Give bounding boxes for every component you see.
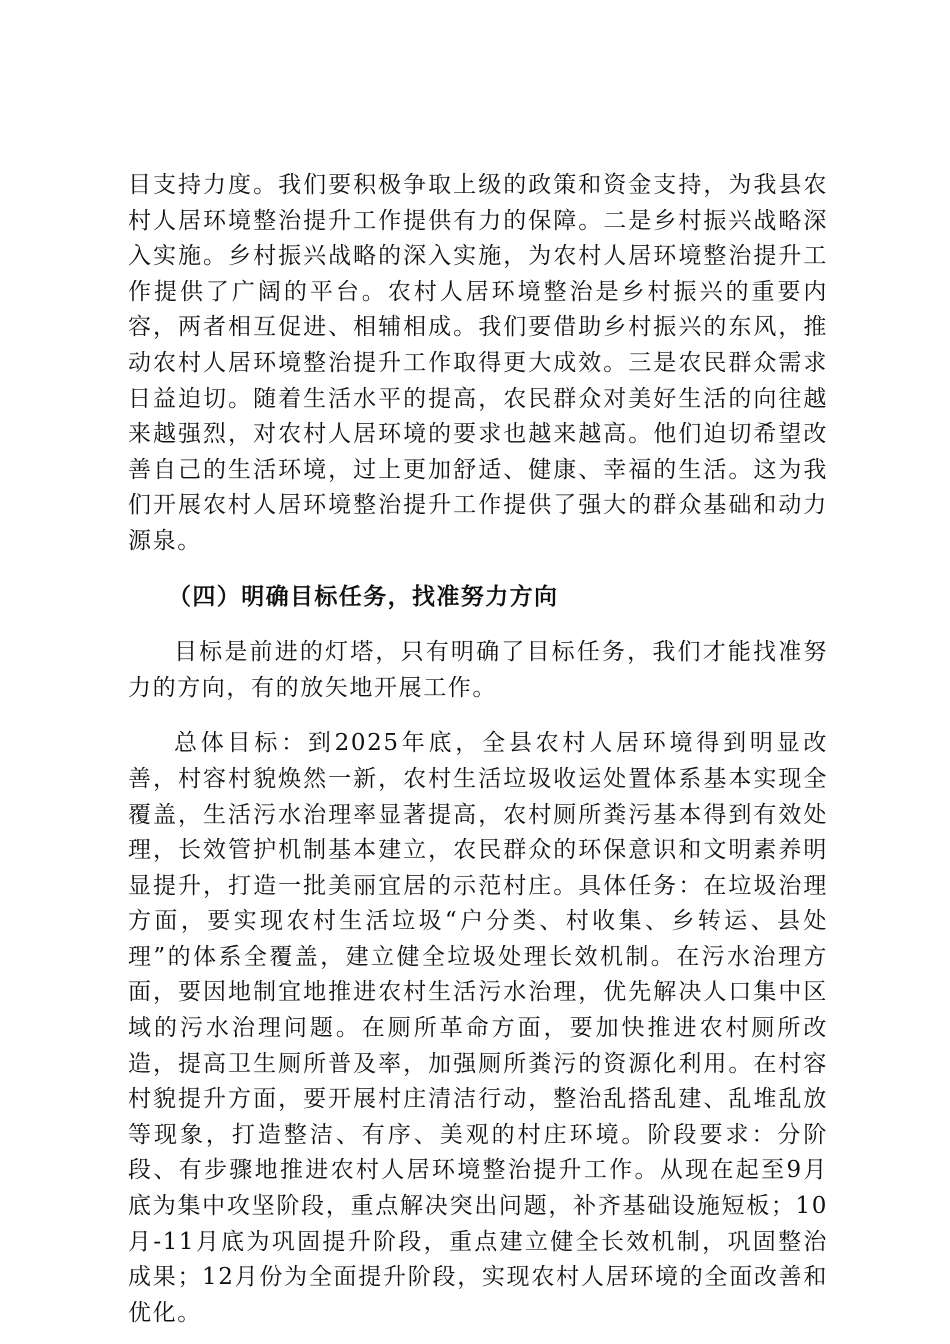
section-heading: （四）明确目标任务，找准努力方向 [168,583,559,610]
continued-paragraph: 目支持力度。我们要积极争取上级的政策和资金支持，为我县农村人居环境整治提升工作提供有力的保障。二是乡村振兴战略深入实施。乡村振兴战略的深入实施，为农村人居环境整治提升工作提供了广阔的平台。农村人居环境整治是乡村振兴的重要内容，两者相互促进、相辅相成。我们要借助乡村振兴的东风，推动农村人居环境整治提升工作取得更大成效。三是农民群众需求日益迫切。随着生活水平的提高，农民群众对美好生活的向往越来越强烈，对农村人居环境的要求也越来越高。他们迫切希望改善自己的生活环境，过上更加舒适、健康、幸福的生活。这为我们开展农村人居环境整治提升工作提供了强大的群众基础和动力源泉。 [128,172,828,554]
intro-paragraph: 目标是前进的灯塔，只有明确了目标任务，我们才能找准努力的方向，有的放矢地开展工作。 [128,639,828,701]
goals-paragraph: 总体目标：到2025年底，全县农村人居环境得到明显改善，村容村貌焕然一新，农村生活垃圾收运处置体系基本实现全覆盖，生活污水治理率显著提高，农村厕所粪污基本得到有效处理，长效管护机制基本建立，农民群众的环保意识和文明素养明显提升，打造一批美丽宜居的示范村庄。具体任务：在垃圾治理方面，要实现农村生活垃圾“户分类、村收集、乡转运、县处理”的体系全覆盖，建立健全垃圾处理长效机制。在污水治理方面，要因地制宜地推进农村生活污水治理，优先解决人口集中区域的污水治理问题。在厕所革命方面，要加快推进农村厕所改造，提高卫生厕所普及率，加强厕所粪污的资源化利用。在村容村貌提升方面，要开展村庄清洁行动，整治乱搭乱建、乱堆乱放等现象，打造整洁、有序、美观的村庄环境。阶段要求：分阶段、有步骤地推进农村人居环境整治提升工作。从现在起至9月底为集中攻坚阶段，重点解决突出问题，补齐基础设施短板；10月-11月底为巩固提升阶段，重点建立健全长效机制，巩固整治成果；12月份为全面提升阶段，实现农村人居环境的全面改善和优化。 [128,730,828,1326]
document-page [128,168,828,1331]
